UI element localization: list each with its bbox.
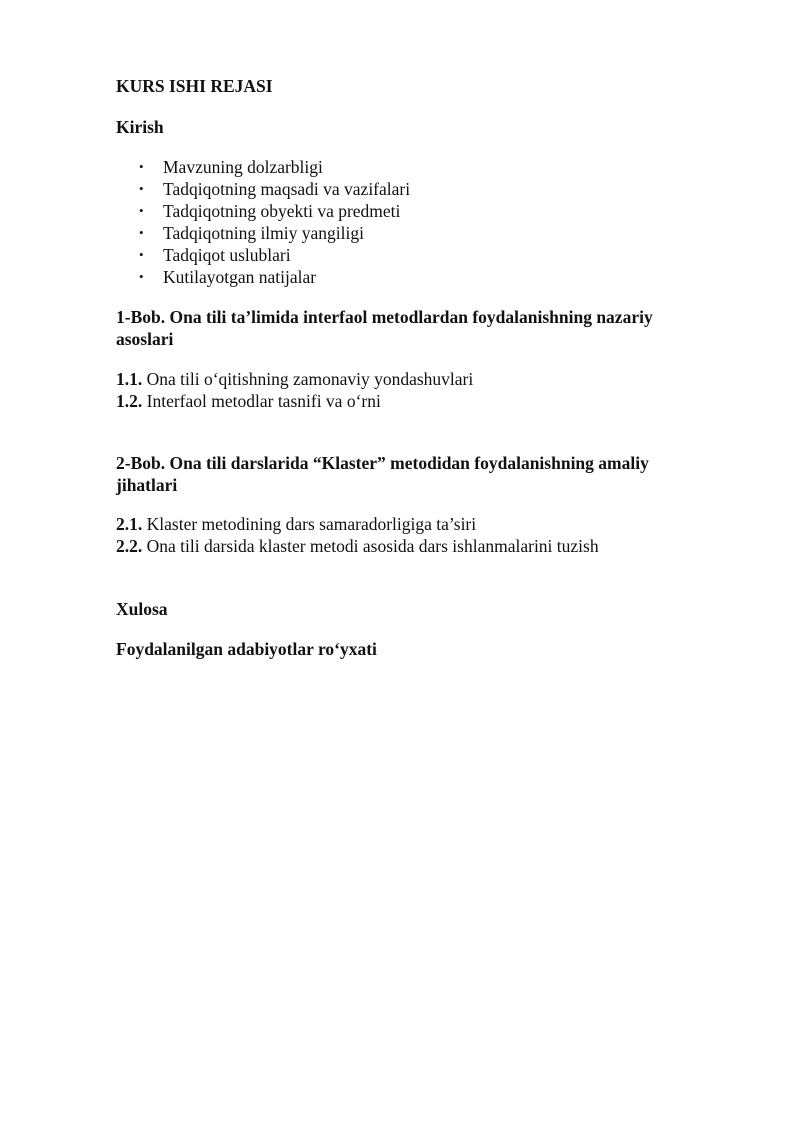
section-title: Interfaol metodlar tasnifi va o‘rni [142, 391, 381, 411]
list-item: • Kutilayotgan natijalar [139, 267, 317, 287]
conclusion-heading: Xulosa [116, 599, 168, 619]
section-title: Klaster metodining dars samaradorligiga ta’siri [142, 514, 477, 534]
bullet-icon: • [139, 269, 144, 284]
document-title: KURS ISHI REJASI [116, 76, 273, 96]
intro-list [116, 156, 716, 288]
chapter-1-heading [116, 306, 736, 350]
section-number: 1.1. [116, 369, 143, 389]
intro-heading: Kirish [116, 117, 164, 137]
chapter-2-sections [116, 513, 736, 557]
chapter-1-heading-line-2: asoslari [116, 329, 174, 349]
list-item: • Tadqiqotning maqsadi va vazifalari [139, 179, 411, 199]
section-title: Ona tili darsida klaster metodi asosida dars ishlanmalarini tuzish [142, 536, 599, 556]
section-number: 2.2. [116, 536, 143, 556]
section-1-2 [116, 390, 716, 412]
section-number: 1.2. [116, 391, 143, 411]
chapter-1-sections [116, 368, 716, 412]
bullet-icon: • [139, 159, 144, 174]
chapter-2-heading-line-2: jihatlari [116, 475, 178, 495]
chapter-2-heading-line-1: 2-Bob. Ona tili darslarida “Klaster” metodidan foydalanishning amaliy [116, 453, 649, 473]
section-2-2 [116, 535, 736, 557]
chapter-2-heading [116, 452, 736, 496]
section-title: Ona tili o‘qitishning zamonaviy yondashuvlari [142, 369, 474, 389]
section-1-1 [116, 368, 716, 390]
list-item: • Tadqiqot uslublari [139, 245, 291, 265]
references-heading: Foydalanilgan adabiyotlar ro‘yxati [116, 639, 377, 659]
bullet-icon: • [139, 203, 144, 218]
bullet-icon: • [139, 247, 144, 262]
bullet-icon: • [139, 181, 144, 196]
section-number: 2.1. [116, 514, 143, 534]
list-item: • Tadqiqotning obyekti va predmeti [139, 201, 401, 221]
list-item: • Mavzuning dolzarbligi [139, 157, 323, 177]
chapter-1-heading-line-1: 1-Bob. Ona tili ta’limida interfaol metodlardan foydalanishning nazariy [116, 307, 653, 327]
list-item: • Tadqiqotning ilmiy yangiligi [139, 223, 364, 243]
section-2-1 [116, 513, 736, 535]
bullet-icon: • [139, 225, 144, 240]
